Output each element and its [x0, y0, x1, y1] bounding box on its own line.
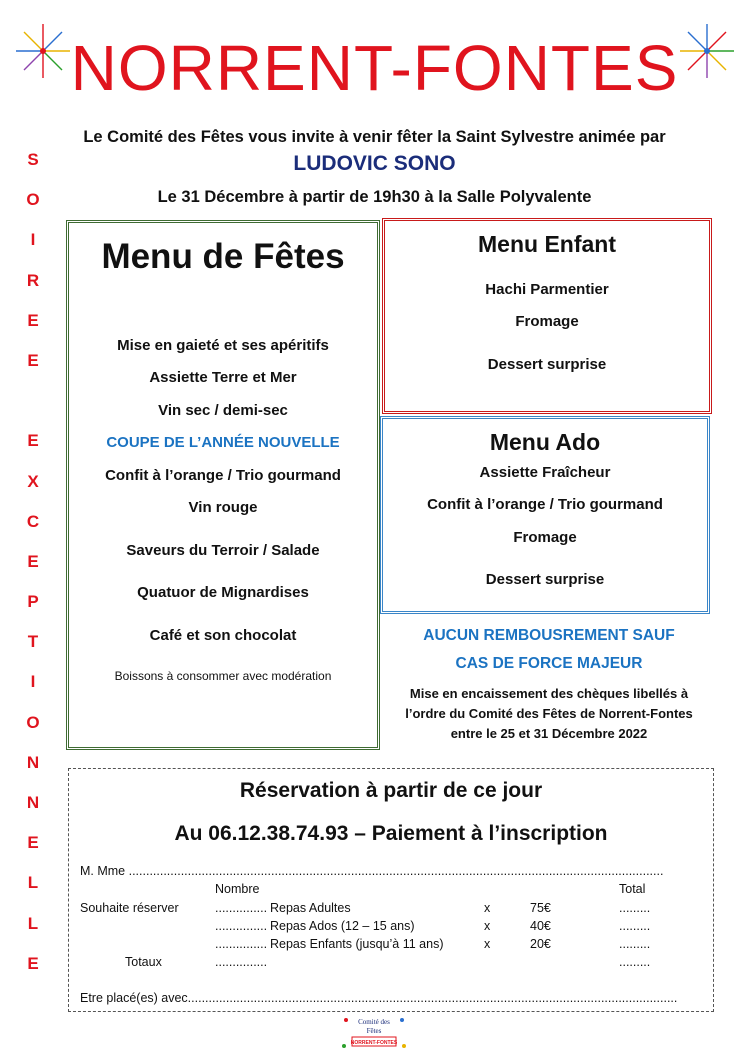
menu-item: COUPE DE L’ANNÉE NOUVELLE — [106, 434, 340, 451]
menu-fetes-title: Menu de Fêtes — [101, 237, 345, 276]
menu-item: Confit à l’orange / Trio gourmand — [105, 467, 341, 484]
row-price: 40€ — [530, 919, 551, 933]
logo-line1: Comité des — [358, 1018, 390, 1026]
name-field[interactable]: M. Mme .......................................................................................................................................................... — [80, 864, 664, 878]
side-letter: I — [30, 230, 36, 250]
totaux-label: Totaux — [125, 955, 162, 969]
cheque-notice: l’ordre du Comité des Fêtes de Norrent-Fontes — [405, 706, 693, 721]
menu-item: Assiette Terre et Mer — [149, 369, 297, 386]
row-x: x — [484, 937, 491, 951]
side-letter: O — [26, 712, 40, 732]
cheque-notice: Mise en encaissement des chèques libellés à — [409, 686, 689, 701]
souhaite-label: Souhaite réserver — [80, 901, 179, 915]
totaux-quantity-field[interactable]: ............... — [215, 955, 268, 969]
menu-enfant-title: Menu Enfant — [478, 231, 616, 257]
side-letter: R — [26, 270, 40, 290]
side-letter: S — [27, 150, 39, 169]
comite-logo — [338, 1012, 410, 1056]
menu-ado-title: Menu Ado — [489, 429, 601, 455]
side-letter: N — [26, 793, 40, 812]
side-letter: I — [30, 672, 36, 692]
menu-item: Café et son chocolat — [149, 627, 297, 644]
event-date: Le 31 Décembre à partir de 19h30 à la Salle Polyvalente — [157, 188, 592, 206]
side-letter: P — [27, 592, 39, 612]
logo-line2: Fêtes — [366, 1027, 382, 1035]
menu-item: Mise en gaieté et ses apéritifs — [117, 337, 329, 354]
invite-text: Le Comité des Fêtes vous invite à venir fêter la Saint Sylvestre animée par — [83, 128, 666, 146]
side-letter: T — [27, 632, 39, 652]
total-field[interactable]: ......... — [619, 919, 651, 933]
quantity-field[interactable]: ............... — [215, 901, 268, 915]
menu-item: Fromage — [515, 313, 579, 330]
row-label: Repas Adultes — [270, 901, 351, 915]
col-total: Total — [619, 882, 646, 896]
menu-item: Dessert surprise — [485, 571, 605, 588]
side-letter: N — [26, 752, 40, 772]
side-letter: E — [27, 953, 39, 973]
row-label: Repas Ados (12 – 15 ans) — [270, 919, 415, 933]
row-price: 75€ — [530, 901, 551, 915]
refund-notice: CAS DE FORCE MAJEUR — [455, 655, 643, 672]
side-letter: E — [27, 431, 39, 451]
side-letter: E — [27, 350, 39, 370]
refund-notice: AUCUN REMBOUSREMENT SAUF — [423, 627, 675, 644]
side-letter: X — [27, 471, 39, 491]
menu-footnote: Boissons à consommer avec modération — [114, 669, 332, 683]
row-x: x — [484, 919, 491, 933]
reservation-title: Réservation à partir de ce jour — [239, 779, 543, 802]
side-letter: O — [26, 190, 40, 210]
menu-item: Vin sec / demi-sec — [158, 402, 288, 419]
menu-item: Hachi Parmentier — [485, 281, 609, 298]
menu-item: Saveurs du Terroir / Salade — [126, 542, 320, 559]
menu-item: Vin rouge — [188, 499, 258, 516]
side-letter: L — [27, 913, 39, 933]
menu-ado-box — [380, 416, 710, 614]
logo-banner: NORRENT-FONTES — [350, 1040, 398, 1046]
page-title: NORRENT-FONTES — [70, 32, 679, 104]
menu-item: Confit à l’orange / Trio gourmand — [427, 496, 663, 513]
artist-name: LUDOVIC SONO — [293, 152, 456, 175]
reservation-phone: Au 06.12.38.74.93 – Paiement à l’inscription — [174, 822, 608, 845]
side-letter: C — [26, 511, 40, 531]
menu-item: Fromage — [513, 529, 577, 546]
placed-with-field[interactable]: Etre placé(es) avec............................................................................................................................................. — [80, 991, 678, 1005]
side-letter — [20, 381, 46, 421]
total-field[interactable]: ......... — [619, 937, 651, 951]
side-letter: E — [27, 310, 39, 330]
quantity-field[interactable]: ............... — [215, 937, 268, 951]
menu-item: Assiette Fraîcheur — [479, 464, 611, 481]
row-label: Repas Enfants (jusqu’à 11 ans) — [270, 937, 444, 951]
menu-fetes-box — [66, 220, 380, 750]
side-letter: L — [27, 873, 39, 893]
row-x: x — [484, 901, 491, 915]
menu-item: Dessert surprise — [487, 356, 607, 373]
quantity-field[interactable]: ............... — [215, 919, 268, 933]
menu-item: Quatuor de Mignardises — [137, 584, 309, 601]
side-vertical-text — [20, 140, 46, 984]
totaux-total-field[interactable]: ......... — [619, 955, 651, 969]
reservation-form — [68, 768, 714, 1012]
side-letter: E — [27, 551, 39, 571]
col-nombre: Nombre — [215, 882, 260, 896]
side-letter: E — [27, 833, 39, 853]
total-field[interactable]: ......... — [619, 901, 651, 915]
cheque-notice: entre le 25 et 31 Décembre 2022 — [450, 726, 648, 741]
row-price: 20€ — [530, 937, 551, 951]
menu-enfant-box — [382, 218, 712, 414]
